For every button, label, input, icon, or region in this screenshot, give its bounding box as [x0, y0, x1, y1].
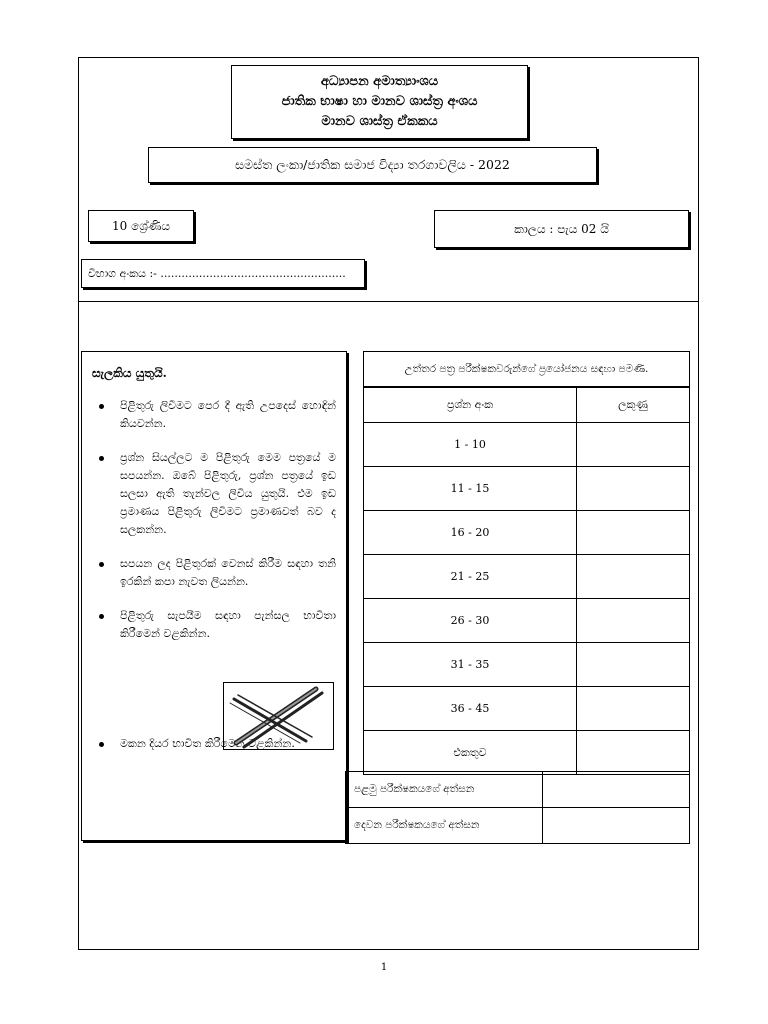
ministry-line-1: අධ්‍යාපන අමාත්‍යාංශය	[320, 74, 439, 89]
question-range: 11 - 15	[364, 467, 577, 511]
question-range: 16 - 20	[364, 511, 577, 555]
marks-header: ලකුණු	[577, 388, 690, 423]
ministry-header	[231, 65, 528, 139]
question-range: 26 - 30	[364, 599, 577, 643]
question-range: 21 - 25	[364, 555, 577, 599]
total-marks-cell[interactable]	[577, 731, 690, 775]
marks-cell[interactable]	[577, 599, 690, 643]
marks-cell[interactable]	[577, 511, 690, 555]
ministry-line-3: මානව ශාස්ත්‍ර ඒකකය	[321, 114, 438, 129]
table-row	[364, 687, 690, 731]
question-number-header: ප්‍රශ්න අංක	[364, 388, 577, 423]
marks-cell[interactable]	[577, 423, 690, 467]
second-examiner-signature[interactable]	[543, 808, 690, 844]
signature-table	[345, 771, 690, 844]
total-label: එකතුව	[364, 731, 577, 775]
total-row	[364, 731, 690, 775]
no-pencil-icon	[223, 682, 334, 750]
ministry-line-2: ජාතික භාෂා හා මානව ශාස්ත්‍ර අංශය	[281, 94, 478, 109]
second-examiner-label: දෙවන පරීක්ෂකයගේ අත්සන	[346, 808, 543, 844]
header-divider	[78, 301, 699, 302]
first-examiner-label: පළමු පරීක්ෂකයගේ අත්සන	[346, 772, 543, 808]
first-examiner-signature[interactable]	[543, 772, 690, 808]
table-header-row	[364, 388, 690, 423]
table-row	[364, 467, 690, 511]
signature-row	[346, 772, 690, 808]
instruction-item: සපයන ලද පිළිතුරක් වෙනස් කිරීම සඳහා තනි ඉරකින් කපා නැවත ලියන්න.	[92, 555, 336, 591]
page-number: 1	[380, 962, 388, 973]
question-range: 36 - 45	[364, 687, 577, 731]
marks-cell[interactable]	[577, 555, 690, 599]
marks-table-heading: උත්තර පත්‍ර පරීක්ෂකවරුන්ගේ ප්‍රයෝජනය සඳහා පමණි.	[363, 351, 690, 387]
index-number-field[interactable]: විභාග අංකය :- .....................................................	[81, 259, 365, 288]
table-row	[364, 599, 690, 643]
instructions-panel	[81, 351, 347, 841]
marks-table	[363, 387, 690, 775]
instructions-title: සැලකිය යුතුයි.	[92, 366, 167, 380]
signature-row	[346, 808, 690, 844]
marks-cell[interactable]	[577, 467, 690, 511]
table-row	[364, 555, 690, 599]
marks-cell[interactable]	[577, 643, 690, 687]
instruction-item: මකන දියර භාවිත කිරීමෙන් වළකින්න.	[92, 735, 336, 753]
instruction-item: පිළිතුරු සැපයීම සඳහා පැන්සල භාවිතා කිරීමෙන් වළකින්න.	[92, 607, 336, 643]
table-row	[364, 511, 690, 555]
grade-box: 10 ශ්‍රේණිය	[88, 210, 194, 242]
question-range: 1 - 10	[364, 423, 577, 467]
instruction-item: පිළිතුරු ලිවීමට පෙර දී ඇති උපදෙස් හොඳින් කියවන්න.	[92, 397, 336, 433]
table-row	[364, 643, 690, 687]
table-row	[364, 423, 690, 467]
question-range: 31 - 35	[364, 643, 577, 687]
time-box: කාලය : පැය 02 යි	[434, 210, 689, 248]
marks-cell[interactable]	[577, 687, 690, 731]
exam-title: සමස්ත ලංකා/ජාතික සමාජ විද්‍යා තරගාවලිය - 2022	[148, 147, 597, 183]
instruction-item: ප්‍රශ්න සියල්ලට ම පිළිතුරු මෙම පත්‍රයේ ම සපයන්න. ඔබේ පිළිතුරු, ප්‍රශ්න පත්‍රයේ ඉඩ සලසා ඇති තැන්වල ලිවිය යුතුයි. එම ඉඩ ප්‍රමාණය පිළිතුරු ලිවීමට ප්‍රමාණවත් බව ද සලකන්න.	[92, 449, 336, 539]
